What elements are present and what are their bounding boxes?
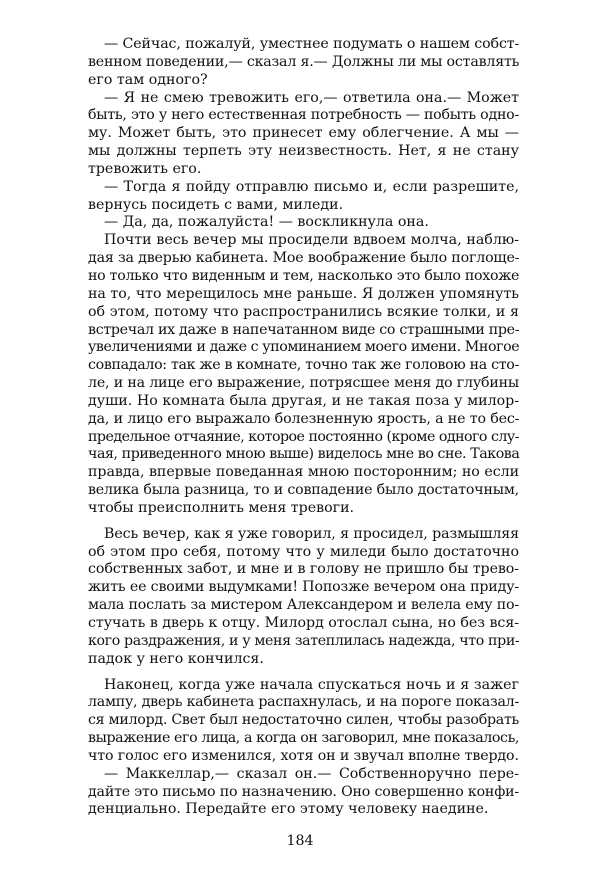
text-line: дайте это письмо по назначению. Оно совершенно конфи-: [88, 783, 519, 800]
text-line: Весь вечер, как я уже говорил, я просидел, размышляя: [104, 525, 519, 542]
text-line: предельное отчаяние, которое постоянно (кроме одного слу-: [88, 428, 519, 445]
text-line: на то, что мерещилось мне раньше. Я должен упомянуть: [88, 285, 519, 302]
text-line: — Тогда я пойду отправлю письмо и, если разрешите,: [104, 178, 519, 195]
text-line: лампу, дверь кабинета распахнулась, и на пороге показал-: [88, 694, 519, 711]
paragraph: [88, 179, 519, 215]
paragraph: [88, 232, 519, 518]
text-line: — Да, да, пожалуйста! — воскликнула она.: [104, 214, 429, 231]
text-line: но только что виденным и тем, насколько это было похоже: [88, 267, 520, 284]
text-line: кого раздражения, и у меня затеплилась надежда, что при-: [88, 632, 520, 649]
text-line: да, и лицо его выражало болезненную ярость, а не то бес-: [88, 410, 520, 427]
text-line: — Сейчас, пожалуй, уместнее подумать о нашем собст-: [104, 36, 520, 52]
text-line: дая за дверью кабинета. Мое воображение было поглоще-: [88, 250, 520, 267]
text-line: падок у него кончился.: [88, 650, 264, 667]
text-line: встречал их даже в напечатанном виде со страшными пре-: [88, 321, 520, 338]
text-line: венном поведении,— сказал я.— Должны ли мы оставлять: [88, 53, 520, 70]
text-line: тревожить его.: [88, 160, 202, 177]
text-line: велика была разница, то и совпадение было достаточным,: [88, 482, 519, 499]
text-line: — Я не смею тревожить его,— ответила она.— Может: [104, 89, 519, 106]
text-line: мы должны терпеть эту неизвестность. Нет, я не стану: [88, 143, 519, 160]
text-line: чая, приведенного мною выше) виделось мне во сне. Такова: [88, 446, 520, 463]
paragraph: [88, 526, 519, 669]
text-line: что голос его изменился, хотя он и звучал вполне твердо.: [88, 747, 519, 764]
text-line: — Маккеллар,— сказал он.— Собственноручно пере-: [104, 765, 519, 782]
paragraph: [88, 90, 519, 179]
page-body: [88, 36, 519, 819]
paragraph: [88, 677, 519, 766]
paragraph: [88, 36, 519, 90]
text-line: ле, и на лице его выражение, потрясшее меня до глубины: [88, 375, 519, 392]
text-line: его там одного?: [88, 71, 208, 88]
text-line: правда, впервые поведанная мною посторонним; но если: [88, 464, 519, 481]
text-line: выражение его лица, а когда он заговорил, мне показалось,: [88, 730, 519, 747]
text-line: собственных забот, и мне и в голову не пришло бы трево-: [88, 561, 519, 578]
page-number: 184: [286, 833, 314, 849]
text-line: Почти весь вечер мы просидели вдвоем молча, наблю-: [104, 232, 519, 249]
text-line: жить ее своими выдумками! Попозже вечером она приду-: [88, 579, 520, 596]
text-line: увеличениями и даже с упоминанием моего имени. Многое: [88, 339, 520, 356]
text-line: об этом, потому что распространились всякие толки, и я: [88, 303, 519, 320]
text-line: быть, это у него естественная потребность — побыть одно-: [88, 107, 519, 124]
text-line: ся милорд. Свет был недостаточно силен, чтобы разобрать: [88, 712, 519, 729]
text-line: стучать в дверь к отцу. Милорд отослал сына, но без вся-: [88, 615, 519, 631]
text-line: совпадало: так же в комнате, точно так же головою на сто-: [88, 357, 519, 374]
paragraph: [88, 214, 519, 232]
text-line: об этом про себя, потому что у миледи было достаточно: [88, 543, 519, 560]
text-line: му. Может быть, это принесет ему облегчение. А мы —: [88, 125, 519, 142]
paragraph: [88, 766, 519, 820]
text-line: мала послать за мистером Александером и велела ему по-: [88, 597, 519, 614]
text-line: денциально. Передайте его этому человеку наедине.: [88, 801, 489, 818]
text-line: вернусь посидеть с вами, миледи.: [88, 196, 344, 213]
text-line: души. Но комната была другая, и не такая поза у милор-: [88, 392, 519, 409]
text-line: чтобы преисполнить меня тревоги.: [88, 499, 355, 516]
text-line: Наконец, когда уже начала спускаться ночь и я зажег: [104, 676, 519, 693]
